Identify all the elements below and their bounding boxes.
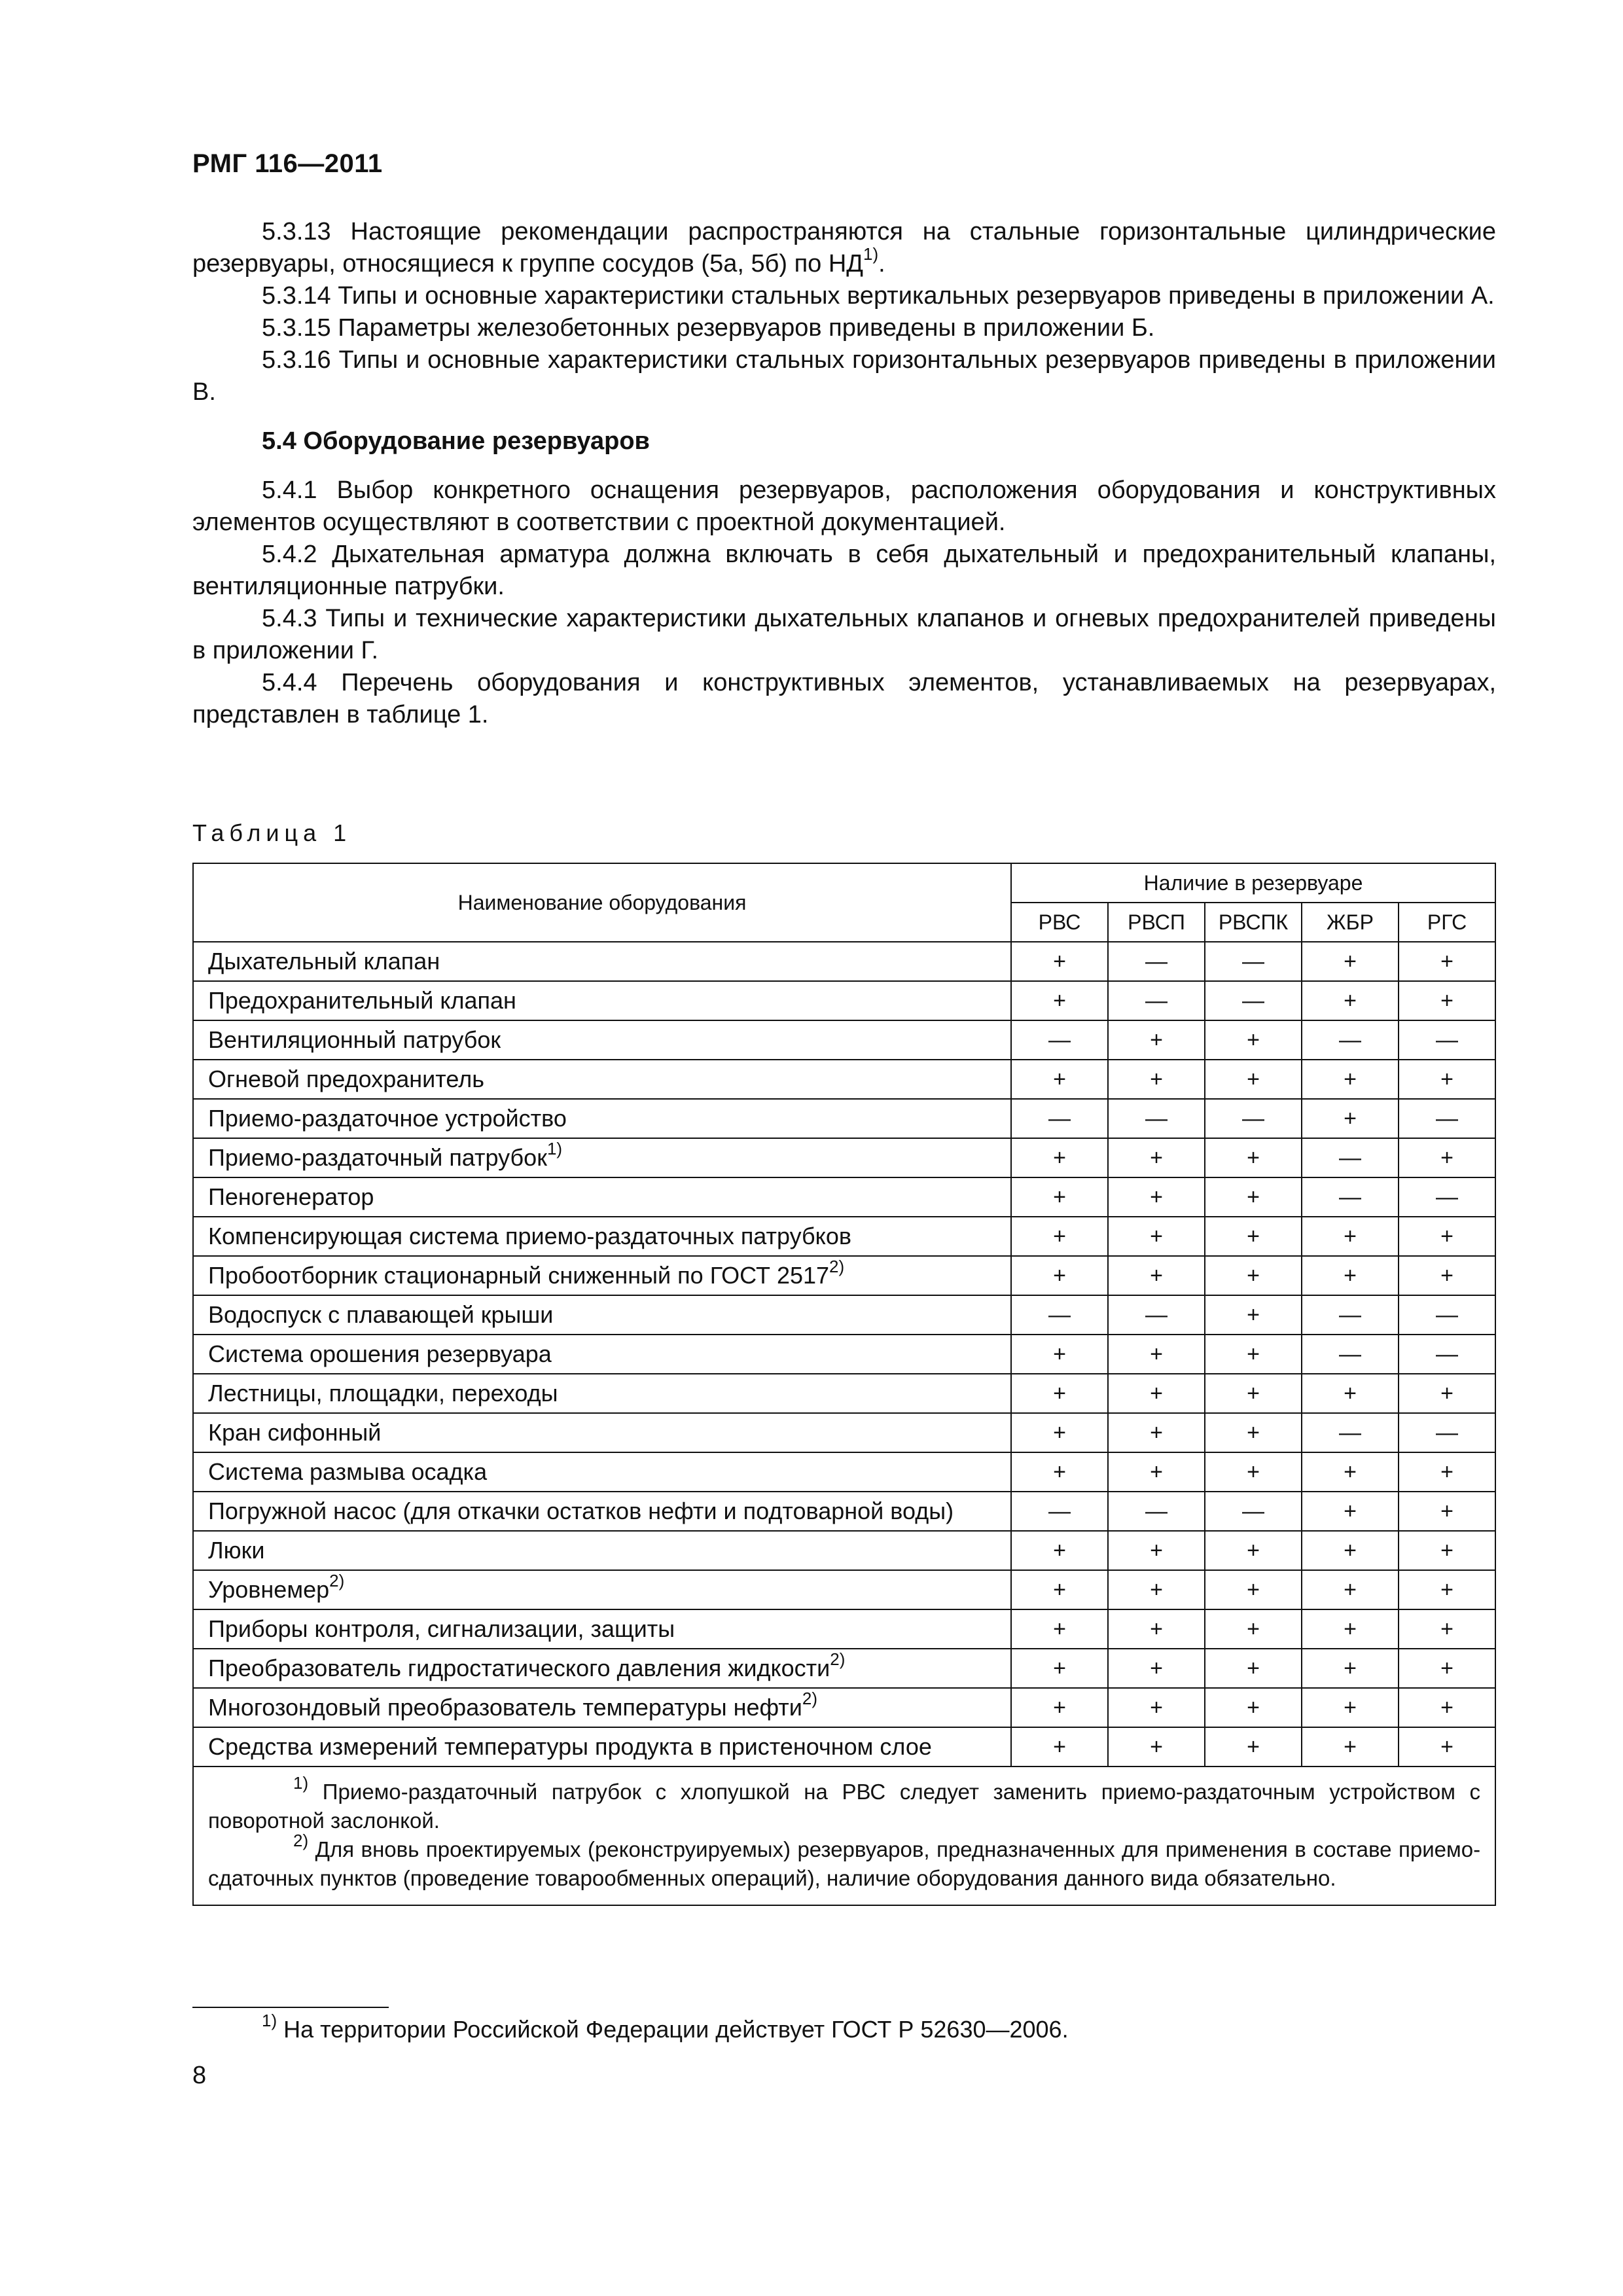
presence-mark-cell: + xyxy=(1399,1374,1495,1413)
presence-mark-cell: + xyxy=(1011,1177,1108,1217)
presence-mark-cell: + xyxy=(1011,1688,1108,1727)
presence-mark-cell: + xyxy=(1011,981,1108,1020)
paragraph-5-3-15: 5.3.15 Параметры железобетонных резервуаров приведены в приложении Б. xyxy=(262,314,1155,342)
presence-mark-cell: + xyxy=(1108,1256,1205,1295)
presence-mark-cell: + xyxy=(1011,1060,1108,1099)
presence-mark-cell: + xyxy=(1302,1256,1399,1295)
table-row xyxy=(193,1374,1495,1413)
equipment-name-cell: Погружной насос (для откачки остатков нефти и подтоварной воды) xyxy=(193,1492,1011,1531)
presence-mark-cell: — xyxy=(1011,1492,1108,1531)
presence-mark-cell: + xyxy=(1399,1452,1495,1492)
presence-mark-cell: + xyxy=(1011,1531,1108,1570)
presence-mark-cell: + xyxy=(1302,1060,1399,1099)
presence-mark-cell: + xyxy=(1011,1256,1108,1295)
presence-mark-cell: — xyxy=(1108,942,1205,981)
equipment-name-cell: Преобразователь гидростатического давления жидкости$^{2)}$ xyxy=(193,1649,1011,1688)
presence-mark-cell: + xyxy=(1302,1374,1399,1413)
presence-mark-cell: + xyxy=(1205,1609,1302,1649)
presence-mark-cell: + xyxy=(1399,1138,1495,1177)
table-row xyxy=(193,1413,1495,1452)
header-col-rvsp: РВСП xyxy=(1108,903,1205,942)
presence-mark-cell: + xyxy=(1108,1609,1205,1649)
equipment-name-cell: Вентиляционный патрубок xyxy=(193,1020,1011,1060)
equipment-name-cell: Средства измерений температуры продукта в пристеночном слое xyxy=(193,1727,1011,1767)
presence-mark-cell: + xyxy=(1399,1060,1495,1099)
equipment-name-cell: Приемо-раздаточный патрубок$^{1)}$ xyxy=(193,1138,1011,1177)
paragraph-5-3-16: 5.3.16 Типы и основные характеристики стальных горизонтальных резервуаров приведены в приложении В. xyxy=(192,346,1496,406)
presence-mark-cell: + xyxy=(1399,1256,1495,1295)
table-row xyxy=(193,1688,1495,1727)
paragraph-5-3-14: 5.3.14 Типы и основные характеристики стальных вертикальных резервуаров приведены в приложении А. xyxy=(262,282,1495,310)
table-row xyxy=(193,1492,1495,1531)
document-code: РМГ 116—2011 xyxy=(192,149,383,178)
presence-mark-cell: — xyxy=(1108,1295,1205,1335)
presence-mark-cell: + xyxy=(1011,1138,1108,1177)
presence-mark-cell: — xyxy=(1302,1177,1399,1217)
table-row xyxy=(193,1295,1495,1335)
presence-mark-cell: + xyxy=(1302,1570,1399,1609)
presence-mark-cell: + xyxy=(1108,1138,1205,1177)
footnote-ref: 2) xyxy=(830,1649,846,1669)
equipment-name-cell: Кран сифонный xyxy=(193,1413,1011,1452)
presence-mark-cell: + xyxy=(1108,1413,1205,1452)
footnote-divider xyxy=(192,2007,389,2008)
equipment-name-cell: Приемо-раздаточное устройство xyxy=(193,1099,1011,1138)
presence-mark-cell: + xyxy=(1302,1531,1399,1570)
equipment-name-cell: Водоспуск с плавающей крыши xyxy=(193,1295,1011,1335)
presence-mark-cell: + xyxy=(1205,1649,1302,1688)
presence-mark-cell: — xyxy=(1399,1413,1495,1452)
presence-mark-cell: + xyxy=(1011,1217,1108,1256)
presence-mark-cell: + xyxy=(1108,1217,1205,1256)
presence-mark-cell: + xyxy=(1011,1609,1108,1649)
presence-mark-cell: + xyxy=(1302,1217,1399,1256)
table-row xyxy=(193,1727,1495,1767)
presence-mark-cell: + xyxy=(1011,942,1108,981)
presence-mark-cell: + xyxy=(1205,1177,1302,1217)
presence-mark-cell: — xyxy=(1302,1413,1399,1452)
equipment-table-wrap xyxy=(192,863,1496,1906)
table-notes-row xyxy=(193,1767,1495,1905)
presence-mark-cell: + xyxy=(1205,1452,1302,1492)
header-col-rvs: РВС xyxy=(1011,903,1108,942)
table-caption: Таблица 1 xyxy=(192,819,352,846)
presence-mark-cell: — xyxy=(1399,1177,1495,1217)
presence-mark-cell: + xyxy=(1302,1492,1399,1531)
equipment-name-cell: Предохранительный клапан xyxy=(193,981,1011,1020)
presence-mark-cell: + xyxy=(1399,1531,1495,1570)
presence-mark-cell: + xyxy=(1205,1570,1302,1609)
equipment-name-cell: Система орошения резервуара xyxy=(193,1335,1011,1374)
footnote-ref: 2) xyxy=(829,1257,845,1276)
presence-mark-cell: — xyxy=(1205,1492,1302,1531)
presence-mark-cell: + xyxy=(1205,1020,1302,1060)
presence-mark-cell: — xyxy=(1205,942,1302,981)
presence-mark-cell: — xyxy=(1011,1295,1108,1335)
presence-mark-cell: — xyxy=(1108,1099,1205,1138)
presence-mark-cell: — xyxy=(1399,1295,1495,1335)
table-row xyxy=(193,1060,1495,1099)
presence-mark-cell: + xyxy=(1205,1217,1302,1256)
presence-mark-cell: + xyxy=(1302,981,1399,1020)
presence-mark-cell: — xyxy=(1011,1020,1108,1060)
footnote-ref: 1) xyxy=(546,1139,563,1158)
presence-mark-cell: + xyxy=(1399,1492,1495,1531)
presence-mark-cell: + xyxy=(1302,1688,1399,1727)
table-notes xyxy=(193,1767,1495,1905)
page-number: 8 xyxy=(192,2062,207,2089)
table-row xyxy=(193,1609,1495,1649)
presence-mark-cell: + xyxy=(1108,1452,1205,1492)
presence-mark-cell: + xyxy=(1108,1531,1205,1570)
presence-mark-cell: — xyxy=(1399,1020,1495,1060)
footnote-ref: 1) xyxy=(863,244,879,264)
presence-mark-cell: + xyxy=(1108,1727,1205,1767)
presence-mark-cell: + xyxy=(1399,942,1495,981)
header-col-rvspk: РВСПК xyxy=(1205,903,1302,942)
presence-mark-cell: + xyxy=(1399,981,1495,1020)
presence-mark-cell: + xyxy=(1205,1727,1302,1767)
table-note-2: $^{2)}$ Для вновь проектируемых (реконструируемых) резервуаров, предназначенных для применения в составе приемо-сдаточных пунктов (проведение товарообменных операций), наличие оборудования данного вида обязательно. xyxy=(208,1831,1481,1890)
equipment-name-cell: Приборы контроля, сигнализации, защиты xyxy=(193,1609,1011,1649)
presence-mark-cell: — xyxy=(1108,1492,1205,1531)
paragraph-5-4-2: 5.4.2 Дыхательная арматура должна включать в себя дыхательный и предохранительный клапаны, вентиляционные патрубки. xyxy=(192,541,1496,600)
presence-mark-cell: + xyxy=(1011,1335,1108,1374)
equipment-name-cell: Система размыва осадка xyxy=(193,1452,1011,1492)
presence-mark-cell: + xyxy=(1011,1570,1108,1609)
table-row xyxy=(193,1452,1495,1492)
presence-mark-cell: + xyxy=(1205,1374,1302,1413)
table-row xyxy=(193,1217,1495,1256)
presence-mark-cell: + xyxy=(1399,1688,1495,1727)
table-row xyxy=(193,1570,1495,1609)
presence-mark-cell: + xyxy=(1399,1570,1495,1609)
presence-mark-cell: + xyxy=(1108,1335,1205,1374)
presence-mark-cell: + xyxy=(1399,1727,1495,1767)
paragraph-5-4-4: 5.4.4 Перечень оборудования и конструктивных элементов, устанавливаемых на резервуарах, представлен в таблице 1. xyxy=(192,669,1496,728)
presence-mark-cell: + xyxy=(1108,1020,1205,1060)
presence-mark-cell: + xyxy=(1302,1452,1399,1492)
presence-mark-cell: — xyxy=(1302,1020,1399,1060)
equipment-name-cell: Многозондовый преобразователь температуры нефти$^{2)}$ xyxy=(193,1688,1011,1727)
table-row xyxy=(193,1177,1495,1217)
table-note-1: $^{1)}$ Приемо-раздаточный патрубок с хлопушкой на РВС следует заменить приемо-раздаточным устройством с поворотной заслонкой. xyxy=(208,1773,1481,1833)
presence-mark-cell: + xyxy=(1108,1688,1205,1727)
equipment-name-cell: Лестницы, площадки, переходы xyxy=(193,1374,1011,1413)
equipment-name-cell: Пробоотборник стационарный сниженный по ГОСТ 2517$^{2)}$ xyxy=(193,1256,1011,1295)
presence-mark-cell: + xyxy=(1011,1727,1108,1767)
presence-mark-cell: + xyxy=(1205,1335,1302,1374)
presence-mark-cell: — xyxy=(1302,1138,1399,1177)
presence-mark-cell: + xyxy=(1205,1413,1302,1452)
equipment-table xyxy=(192,863,1496,1906)
paragraph-5-4-3: 5.4.3 Типы и технические характеристики дыхательных клапанов и огневых предохранителей приведены в приложении Г. xyxy=(192,605,1496,664)
presence-mark-cell: + xyxy=(1302,1649,1399,1688)
presence-mark-cell: + xyxy=(1108,1177,1205,1217)
table-row xyxy=(193,1256,1495,1295)
footnote-ref: 2) xyxy=(329,1571,345,1590)
presence-mark-cell: + xyxy=(1011,1374,1108,1413)
presence-mark-cell: — xyxy=(1302,1335,1399,1374)
presence-mark-cell: — xyxy=(1399,1335,1495,1374)
presence-mark-cell: + xyxy=(1302,1099,1399,1138)
presence-mark-cell: + xyxy=(1399,1649,1495,1688)
table-row xyxy=(193,1649,1495,1688)
presence-mark-cell: + xyxy=(1399,1609,1495,1649)
document-body xyxy=(192,216,1496,731)
table-row xyxy=(193,1020,1495,1060)
presence-mark-cell: + xyxy=(1205,1531,1302,1570)
presence-mark-cell: + xyxy=(1302,942,1399,981)
presence-mark-cell: + xyxy=(1205,1688,1302,1727)
table-row xyxy=(193,981,1495,1020)
table-row xyxy=(193,1335,1495,1374)
presence-mark-cell: + xyxy=(1302,1609,1399,1649)
table-row xyxy=(193,942,1495,981)
presence-mark-cell: + xyxy=(1205,1295,1302,1335)
page-footnote: $^{1)}$ На территории Российской Федерации действует ГОСТ Р 52630—2006. xyxy=(262,2011,1069,2043)
presence-mark-cell: — xyxy=(1205,1099,1302,1138)
header-equipment-name: Наименование оборудования xyxy=(193,863,1011,942)
presence-mark-cell: — xyxy=(1399,1099,1495,1138)
presence-mark-cell: + xyxy=(1302,1727,1399,1767)
equipment-name-cell: Люки xyxy=(193,1531,1011,1570)
equipment-name-cell: Пеногенератор xyxy=(193,1177,1011,1217)
table-row xyxy=(193,1531,1495,1570)
footnote-ref: 2) xyxy=(802,1689,818,1708)
presence-mark-cell: + xyxy=(1011,1452,1108,1492)
table-row xyxy=(193,1099,1495,1138)
presence-mark-cell: — xyxy=(1302,1295,1399,1335)
presence-mark-cell: + xyxy=(1205,1256,1302,1295)
equipment-name-cell: Дыхательный клапан xyxy=(193,942,1011,981)
header-col-rgs: РГС xyxy=(1399,903,1495,942)
section-title: 5.4 Оборудование резервуаров xyxy=(262,427,650,455)
equipment-name-cell: Уровнемер$^{2)}$ xyxy=(193,1570,1011,1609)
equipment-name-cell: Компенсирующая система приемо-раздаточных патрубков xyxy=(193,1217,1011,1256)
presence-mark-cell: + xyxy=(1108,1570,1205,1609)
presence-mark-cell: + xyxy=(1399,1217,1495,1256)
presence-mark-cell: + xyxy=(1108,1649,1205,1688)
presence-mark-cell: + xyxy=(1205,1060,1302,1099)
presence-mark-cell: + xyxy=(1108,1374,1205,1413)
equipment-name-cell: Огневой предохранитель xyxy=(193,1060,1011,1099)
presence-mark-cell: — xyxy=(1205,981,1302,1020)
paragraph-5-3-13: 5.3.13 Настоящие рекомендации распространяются на стальные горизонтальные цилиндрические резервуары, относящиеся к группе сосудов (5а, 5б) по НД$^{1)}$. xyxy=(192,218,1496,278)
presence-mark-cell: — xyxy=(1108,981,1205,1020)
header-presence-group: Наличие в резервуаре xyxy=(1011,863,1495,903)
header-col-zhbr: ЖБР xyxy=(1302,903,1399,942)
presence-mark-cell: + xyxy=(1205,1138,1302,1177)
table-row xyxy=(193,1138,1495,1177)
presence-mark-cell: + xyxy=(1011,1413,1108,1452)
presence-mark-cell: — xyxy=(1011,1099,1108,1138)
presence-mark-cell: + xyxy=(1108,1060,1205,1099)
paragraph-5-4-1: 5.4.1 Выбор конкретного оснащения резервуаров, расположения оборудования и конструктивных элементов осуществляют в соответствии с проектной документацией. xyxy=(192,476,1496,536)
presence-mark-cell: + xyxy=(1011,1649,1108,1688)
